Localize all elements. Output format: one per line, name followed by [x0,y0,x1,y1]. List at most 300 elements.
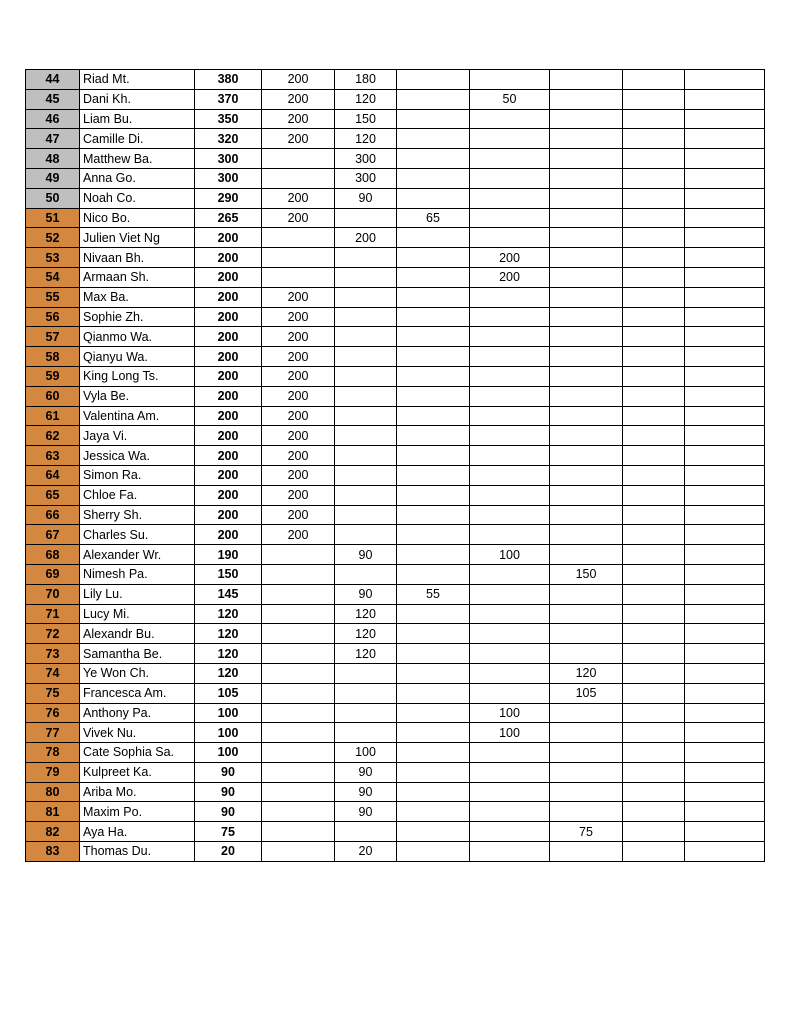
points-col-6-cell [623,604,685,624]
player-name-cell: Ariba Mo. [80,782,195,802]
points-col-4-cell [470,188,550,208]
rank-cell: 52 [26,228,80,248]
standings-rows [26,70,765,862]
points-col-6-cell [623,644,685,664]
points-col-6-cell [623,149,685,169]
points-col-3-cell: 65 [397,208,470,228]
total-points-cell: 200 [195,366,262,386]
points-col-2-cell [335,327,397,347]
points-col-7-cell [685,248,765,268]
points-col-3-cell [397,327,470,347]
points-col-5-cell [550,743,623,763]
rank-cell: 44 [26,70,80,90]
points-col-2-cell [335,386,397,406]
points-col-1-cell [262,248,335,268]
total-points-cell: 150 [195,564,262,584]
total-points-cell: 100 [195,703,262,723]
total-points-cell: 290 [195,188,262,208]
points-col-3-cell [397,723,470,743]
table-row [26,70,765,90]
points-col-1-cell [262,743,335,763]
points-col-3-cell [397,683,470,703]
player-name-cell: Nivaan Bh. [80,248,195,268]
player-name-cell: Qianmo Wa. [80,327,195,347]
table-row [26,743,765,763]
points-col-3-cell: 55 [397,584,470,604]
table-row [26,762,765,782]
points-col-1-cell: 200 [262,426,335,446]
points-col-7-cell [685,525,765,545]
player-name-cell: Aya Ha. [80,822,195,842]
points-col-2-cell [335,525,397,545]
points-col-4-cell [470,842,550,862]
points-col-4-cell [470,743,550,763]
points-col-2-cell [335,723,397,743]
points-col-7-cell [685,604,765,624]
player-name-cell: Francesca Am. [80,683,195,703]
player-name-cell: Max Ba. [80,287,195,307]
points-col-3-cell [397,168,470,188]
points-col-7-cell [685,446,765,466]
points-col-5-cell [550,624,623,644]
rank-cell: 60 [26,386,80,406]
rank-cell: 76 [26,703,80,723]
points-col-1-cell [262,723,335,743]
points-col-1-cell: 200 [262,505,335,525]
standings-table [25,69,765,862]
points-col-5-cell [550,644,623,664]
total-points-cell: 100 [195,723,262,743]
table-row [26,485,765,505]
points-col-5-cell [550,446,623,466]
points-col-6-cell [623,228,685,248]
table-row [26,188,765,208]
points-col-2-cell: 90 [335,545,397,565]
total-points-cell: 300 [195,149,262,169]
total-points-cell: 200 [195,505,262,525]
rank-cell: 68 [26,545,80,565]
rank-cell: 61 [26,406,80,426]
rank-cell: 48 [26,149,80,169]
table-row [26,307,765,327]
total-points-cell: 300 [195,168,262,188]
table-row [26,505,765,525]
table-row [26,525,765,545]
rank-cell: 54 [26,267,80,287]
points-col-6-cell [623,129,685,149]
points-col-5-cell [550,485,623,505]
total-points-cell: 190 [195,545,262,565]
points-col-7-cell [685,129,765,149]
total-points-cell: 200 [195,267,262,287]
points-col-6-cell [623,327,685,347]
rank-cell: 73 [26,644,80,664]
rank-cell: 55 [26,287,80,307]
points-col-5-cell [550,426,623,446]
points-col-2-cell: 90 [335,188,397,208]
rank-cell: 56 [26,307,80,327]
points-col-2-cell [335,703,397,723]
points-col-5-cell [550,366,623,386]
points-col-3-cell [397,248,470,268]
points-col-2-cell [335,683,397,703]
points-col-5-cell [550,248,623,268]
points-col-4-cell [470,208,550,228]
points-col-6-cell [623,446,685,466]
points-col-2-cell: 120 [335,604,397,624]
points-col-7-cell [685,366,765,386]
rank-cell: 64 [26,465,80,485]
table-row [26,624,765,644]
player-name-cell: Cate Sophia Sa. [80,743,195,763]
points-col-5-cell [550,287,623,307]
points-col-5-cell [550,307,623,327]
total-points-cell: 265 [195,208,262,228]
points-col-5-cell [550,228,623,248]
points-col-3-cell [397,743,470,763]
points-col-3-cell [397,89,470,109]
rank-cell: 81 [26,802,80,822]
total-points-cell: 200 [195,327,262,347]
table-row [26,366,765,386]
points-col-1-cell [262,584,335,604]
player-name-cell: Qianyu Wa. [80,347,195,367]
table-row [26,446,765,466]
points-col-1-cell [262,683,335,703]
points-col-6-cell [623,743,685,763]
points-col-4-cell: 50 [470,89,550,109]
points-col-6-cell [623,426,685,446]
points-col-4-cell [470,129,550,149]
table-row [26,426,765,446]
total-points-cell: 380 [195,70,262,90]
points-col-3-cell [397,465,470,485]
total-points-cell: 90 [195,782,262,802]
points-col-6-cell [623,267,685,287]
points-col-2-cell: 20 [335,842,397,862]
points-col-7-cell [685,426,765,446]
points-col-5-cell [550,465,623,485]
points-col-6-cell [623,465,685,485]
player-name-cell: Noah Co. [80,188,195,208]
total-points-cell: 350 [195,109,262,129]
rank-cell: 46 [26,109,80,129]
points-col-3-cell [397,287,470,307]
points-col-7-cell [685,168,765,188]
points-col-3-cell [397,564,470,584]
points-col-4-cell: 100 [470,545,550,565]
player-name-cell: Sophie Zh. [80,307,195,327]
points-col-5-cell [550,168,623,188]
points-col-4-cell [470,446,550,466]
points-col-6-cell [623,525,685,545]
points-col-5-cell [550,584,623,604]
player-name-cell: Lily Lu. [80,584,195,604]
points-col-7-cell [685,723,765,743]
points-col-5-cell: 150 [550,564,623,584]
points-col-7-cell [685,267,765,287]
points-col-1-cell [262,545,335,565]
points-col-3-cell [397,347,470,367]
points-col-6-cell [623,168,685,188]
points-col-2-cell [335,287,397,307]
points-col-2-cell: 300 [335,168,397,188]
rank-cell: 53 [26,248,80,268]
points-col-1-cell: 200 [262,188,335,208]
points-col-3-cell [397,782,470,802]
player-name-cell: Nico Bo. [80,208,195,228]
points-col-2-cell [335,465,397,485]
total-points-cell: 200 [195,228,262,248]
points-col-5-cell [550,89,623,109]
points-col-7-cell [685,89,765,109]
points-col-4-cell [470,307,550,327]
table-row [26,228,765,248]
points-col-3-cell [397,129,470,149]
total-points-cell: 200 [195,525,262,545]
points-col-7-cell [685,505,765,525]
points-col-2-cell: 200 [335,228,397,248]
rank-cell: 70 [26,584,80,604]
points-col-4-cell [470,584,550,604]
points-col-4-cell [470,644,550,664]
points-col-6-cell [623,782,685,802]
points-col-6-cell [623,564,685,584]
points-col-3-cell [397,228,470,248]
points-col-4-cell [470,822,550,842]
points-col-5-cell [550,703,623,723]
points-col-5-cell [550,782,623,802]
points-col-5-cell [550,208,623,228]
points-col-7-cell [685,208,765,228]
points-col-4-cell [470,762,550,782]
rank-cell: 69 [26,564,80,584]
rank-cell: 58 [26,347,80,367]
points-col-1-cell [262,782,335,802]
points-col-6-cell [623,109,685,129]
points-col-7-cell [685,703,765,723]
points-col-1-cell: 200 [262,70,335,90]
rank-cell: 63 [26,446,80,466]
total-points-cell: 200 [195,347,262,367]
points-col-7-cell [685,188,765,208]
rank-cell: 79 [26,762,80,782]
points-col-1-cell [262,842,335,862]
points-col-3-cell [397,624,470,644]
points-col-2-cell [335,564,397,584]
points-col-3-cell [397,802,470,822]
points-col-7-cell [685,545,765,565]
player-name-cell: Lucy Mi. [80,604,195,624]
total-points-cell: 105 [195,683,262,703]
points-col-4-cell [470,505,550,525]
points-col-2-cell: 120 [335,624,397,644]
points-col-4-cell [470,168,550,188]
points-col-1-cell: 200 [262,109,335,129]
points-col-4-cell [470,663,550,683]
total-points-cell: 200 [195,307,262,327]
points-col-7-cell [685,683,765,703]
rank-cell: 57 [26,327,80,347]
points-col-5-cell [550,149,623,169]
rank-cell: 71 [26,604,80,624]
points-col-2-cell: 90 [335,782,397,802]
player-name-cell: Matthew Ba. [80,149,195,169]
total-points-cell: 200 [195,426,262,446]
points-col-2-cell: 90 [335,762,397,782]
total-points-cell: 200 [195,248,262,268]
player-name-cell: Alexandr Bu. [80,624,195,644]
player-name-cell: Liam Bu. [80,109,195,129]
player-name-cell: Valentina Am. [80,406,195,426]
points-col-1-cell: 200 [262,208,335,228]
points-col-4-cell: 200 [470,248,550,268]
player-name-cell: Jaya Vi. [80,426,195,446]
player-name-cell: Alexander Wr. [80,545,195,565]
points-col-6-cell [623,347,685,367]
points-col-4-cell [470,228,550,248]
points-col-4-cell [470,287,550,307]
points-col-6-cell [623,208,685,228]
player-name-cell: Kulpreet Ka. [80,762,195,782]
points-col-7-cell [685,109,765,129]
player-name-cell: Anthony Pa. [80,703,195,723]
rank-cell: 45 [26,89,80,109]
table-row [26,149,765,169]
table-row [26,327,765,347]
points-col-4-cell [470,347,550,367]
points-col-3-cell [397,822,470,842]
points-col-2-cell: 120 [335,644,397,664]
points-col-3-cell [397,545,470,565]
rank-cell: 83 [26,842,80,862]
points-col-5-cell [550,267,623,287]
player-name-cell: Sherry Sh. [80,505,195,525]
player-name-cell: Armaan Sh. [80,267,195,287]
total-points-cell: 370 [195,89,262,109]
points-col-3-cell [397,525,470,545]
points-col-5-cell [550,109,623,129]
total-points-cell: 200 [195,406,262,426]
points-col-6-cell [623,366,685,386]
total-points-cell: 120 [195,624,262,644]
points-col-3-cell [397,386,470,406]
points-col-5-cell [550,406,623,426]
player-name-cell: Vyla Be. [80,386,195,406]
total-points-cell: 200 [195,446,262,466]
points-col-3-cell [397,446,470,466]
table-row [26,703,765,723]
points-col-2-cell [335,446,397,466]
total-points-cell: 100 [195,743,262,763]
rank-cell: 49 [26,168,80,188]
points-col-2-cell: 300 [335,149,397,169]
points-col-4-cell [470,802,550,822]
total-points-cell: 200 [195,485,262,505]
points-col-2-cell: 150 [335,109,397,129]
points-col-6-cell [623,89,685,109]
rank-cell: 80 [26,782,80,802]
points-col-2-cell [335,208,397,228]
points-col-1-cell: 200 [262,406,335,426]
table-row [26,564,765,584]
points-col-1-cell [262,802,335,822]
points-col-7-cell [685,465,765,485]
points-col-3-cell [397,109,470,129]
table-row [26,406,765,426]
points-col-1-cell: 200 [262,287,335,307]
points-col-7-cell [685,842,765,862]
points-col-7-cell [685,644,765,664]
points-col-2-cell [335,485,397,505]
points-col-6-cell [623,822,685,842]
rank-cell: 82 [26,822,80,842]
table-row [26,248,765,268]
points-col-7-cell [685,584,765,604]
points-col-3-cell [397,703,470,723]
player-name-cell: Dani Kh. [80,89,195,109]
table-row [26,683,765,703]
points-col-3-cell [397,842,470,862]
table-row [26,842,765,862]
points-col-5-cell [550,762,623,782]
points-col-1-cell: 200 [262,485,335,505]
points-col-2-cell [335,347,397,367]
player-name-cell: Samantha Be. [80,644,195,664]
player-name-cell: Jessica Wa. [80,446,195,466]
table-row [26,723,765,743]
points-col-6-cell [623,802,685,822]
points-col-3-cell [397,366,470,386]
points-col-2-cell: 120 [335,89,397,109]
points-col-5-cell [550,842,623,862]
table-row [26,287,765,307]
points-col-4-cell [470,525,550,545]
points-col-1-cell [262,149,335,169]
points-col-1-cell: 200 [262,465,335,485]
points-col-4-cell [470,406,550,426]
points-col-2-cell [335,822,397,842]
points-col-2-cell [335,505,397,525]
points-col-6-cell [623,663,685,683]
points-col-7-cell [685,624,765,644]
points-col-5-cell [550,604,623,624]
points-col-2-cell: 180 [335,70,397,90]
points-col-6-cell [623,762,685,782]
points-col-1-cell [262,228,335,248]
points-col-5-cell [550,347,623,367]
points-col-2-cell: 90 [335,802,397,822]
points-col-7-cell [685,406,765,426]
rank-cell: 59 [26,366,80,386]
points-col-5-cell [550,545,623,565]
points-col-2-cell [335,406,397,426]
points-col-5-cell [550,525,623,545]
points-col-2-cell: 100 [335,743,397,763]
table-row [26,782,765,802]
points-col-1-cell: 200 [262,446,335,466]
points-col-6-cell [623,683,685,703]
points-col-2-cell: 90 [335,584,397,604]
points-col-7-cell [685,149,765,169]
points-col-4-cell: 100 [470,703,550,723]
points-col-6-cell [623,545,685,565]
rank-cell: 50 [26,188,80,208]
points-col-7-cell [685,307,765,327]
points-col-1-cell [262,624,335,644]
points-col-1-cell [262,822,335,842]
rank-cell: 65 [26,485,80,505]
